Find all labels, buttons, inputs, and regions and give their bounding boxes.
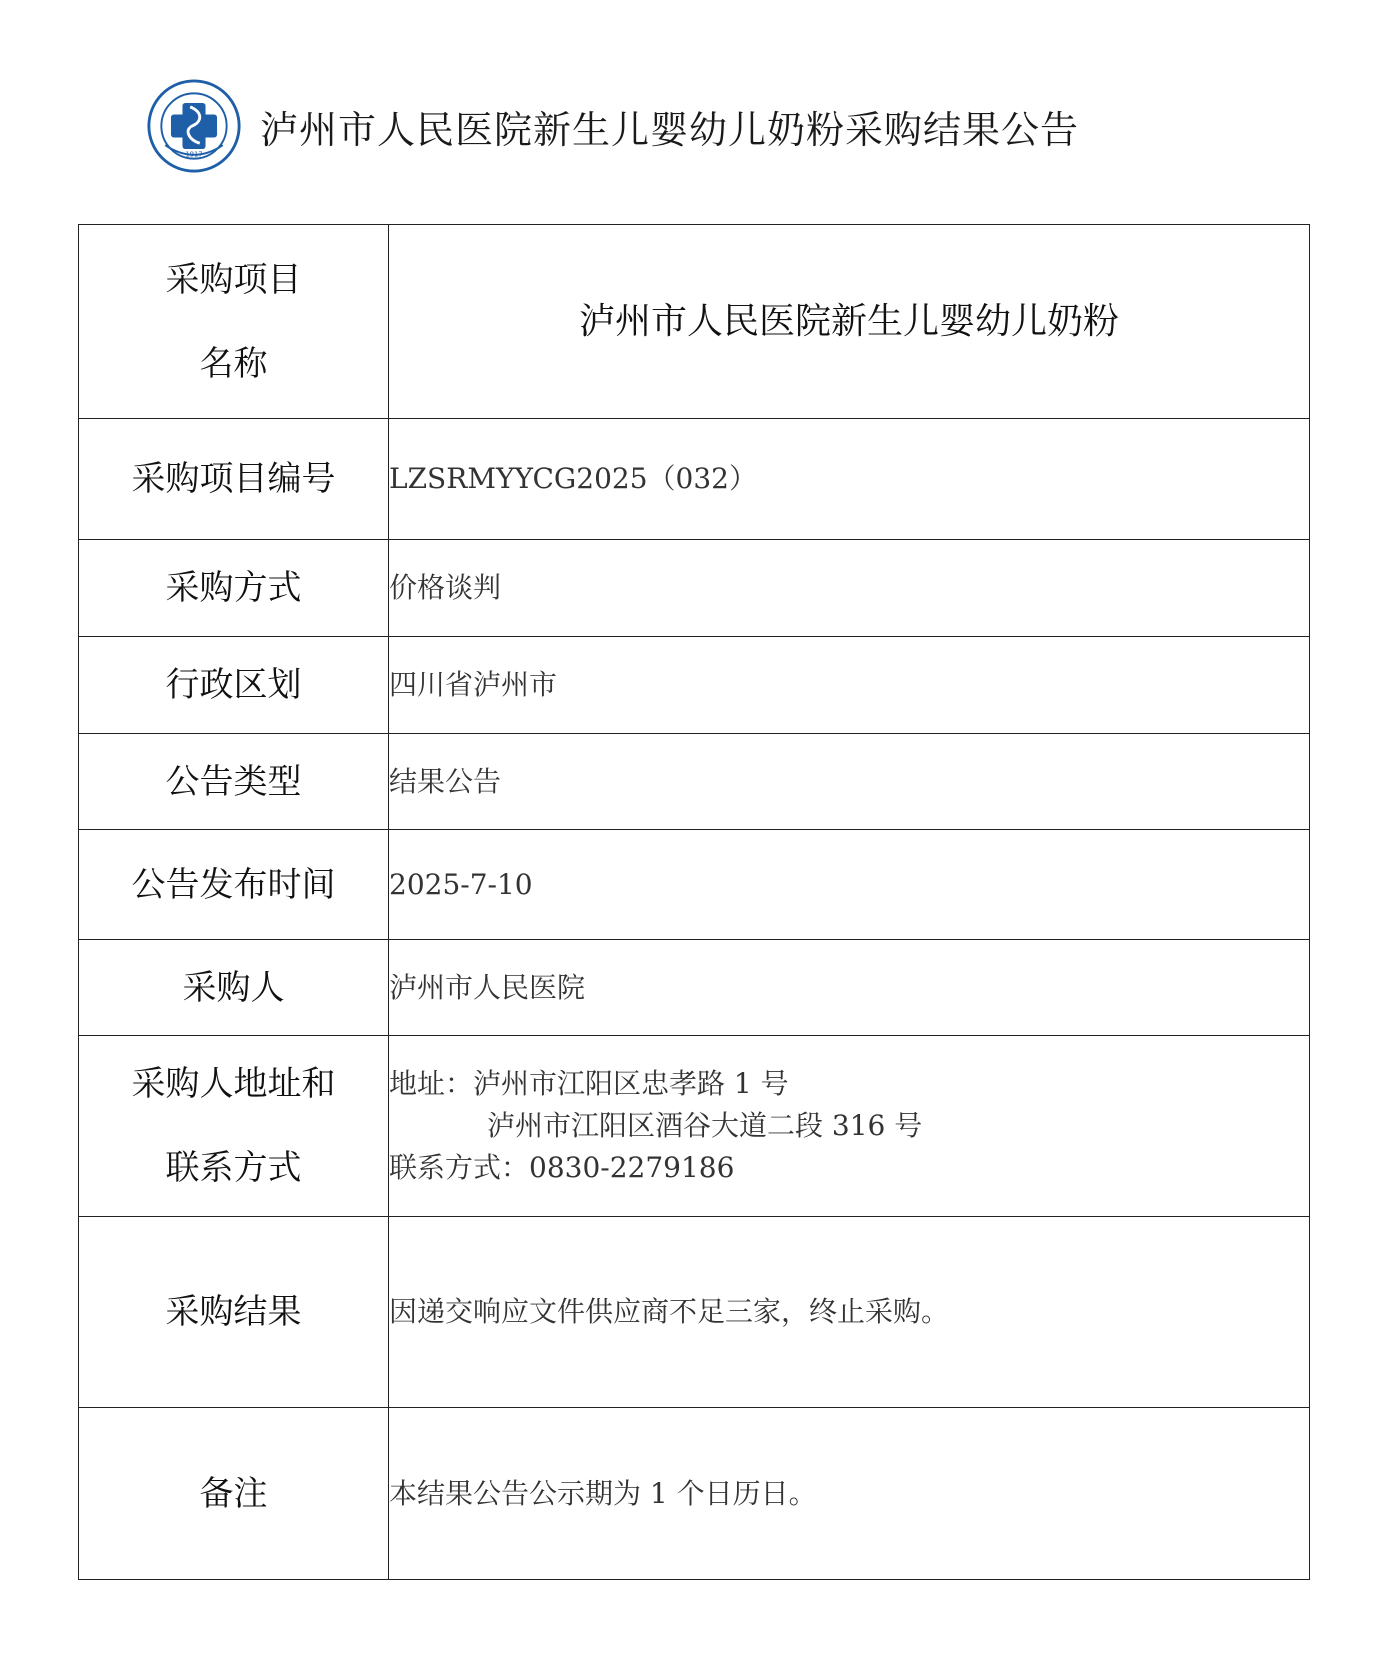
label-remark: 备注 [79, 1408, 389, 1580]
row-project-number [79, 419, 1310, 540]
value-notice-type: 结果公告 [389, 734, 1310, 830]
label-publish-date: 公告发布时间 [79, 830, 389, 940]
value-project-name: 泸州市人民医院新生儿婴幼儿奶粉 [389, 225, 1310, 419]
value-project-number: LZSRMYYCG2025（032） [389, 419, 1310, 540]
row-notice-type [79, 734, 1310, 830]
row-project-name [79, 225, 1310, 419]
label-method: 采购方式 [79, 540, 389, 637]
row-remark [79, 1408, 1310, 1580]
row-method [79, 540, 1310, 637]
row-publish-date [79, 830, 1310, 940]
value-region: 四川省泸州市 [389, 637, 1310, 734]
document-title: 泸州市人民医院新生儿婴幼儿奶粉采购结果公告 [260, 107, 1080, 152]
label-region: 行政区划 [79, 637, 389, 734]
row-result [79, 1217, 1310, 1408]
procurement-info-table [78, 224, 1310, 1580]
value-result: 因递交响应文件供应商不足三家，终止采购。 [389, 1217, 1310, 1408]
value-publish-date: 2025-7-10 [389, 830, 1310, 940]
row-contact [79, 1036, 1310, 1217]
row-purchaser [79, 940, 1310, 1036]
label-result: 采购结果 [79, 1217, 389, 1408]
value-remark: 本结果公告公示期为 1 个日历日。 [389, 1408, 1310, 1580]
label-purchaser: 采购人 [79, 940, 389, 1036]
value-method: 价格谈判 [389, 540, 1310, 637]
label-project-number: 采购项目编号 [79, 419, 389, 540]
svg-text:1917: 1917 [185, 150, 203, 159]
label-notice-type: 公告类型 [79, 734, 389, 830]
address-line-1: 地址：泸州市江阳区忠孝路 1 号 [389, 1067, 789, 1100]
label-project-name: 采购项目 名称 [79, 225, 389, 419]
address-line-2: 泸州市江阳区酒谷大道二段 316 号 [487, 1109, 923, 1142]
label-contact: 采购人地址和 联系方式 [79, 1036, 389, 1217]
page-header [146, 78, 1079, 174]
phone-line: 联系方式：0830-2279186 [389, 1151, 735, 1184]
hospital-logo-icon [146, 78, 242, 174]
value-contact [389, 1036, 1310, 1217]
value-purchaser: 泸州市人民医院 [389, 940, 1310, 1036]
row-region [79, 637, 1310, 734]
